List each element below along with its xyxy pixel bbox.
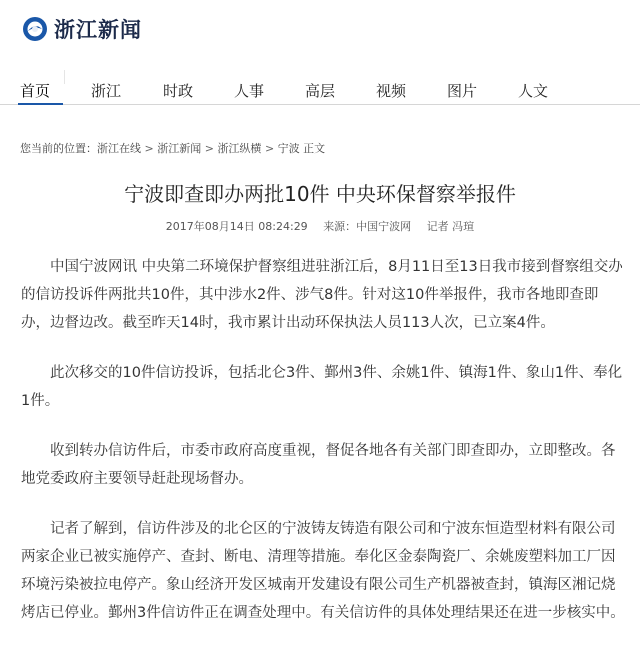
article-date: 2017年08月14日 08:24:29 <box>165 220 308 233</box>
article-paragraph: 中国宁波网讯 中央第二环境保护督察组进驻浙江后，8月11日至13日我市接到督察组交办的信访投诉件两批共10件，其中涉水2件、涉气8件。针对这10件举报件，我市各地即查即办，边督边改。截至昨天14时，我市累计出动环保执法人员113人次，已立案4件。 <box>21 259 623 331</box>
nav-item-video[interactable]: 视频 <box>376 82 407 100</box>
nav-active-indicator <box>18 103 63 105</box>
article-source: 来源：中国宁波网 <box>323 220 412 233</box>
nav-item-personnel[interactable]: 人事 <box>234 82 265 100</box>
nav-divider <box>64 70 65 84</box>
breadcrumb-suffix: 正文 <box>303 142 326 155</box>
logo-text: 浙江新闻 <box>54 18 142 42</box>
nav-item-home[interactable]: 首页 <box>20 82 51 100</box>
breadcrumb-link-ningbo[interactable]: 宁波 <box>277 142 300 155</box>
main-nav <box>0 70 640 105</box>
breadcrumb-link-news[interactable]: 浙江新闻 <box>157 142 202 155</box>
breadcrumb <box>20 140 325 156</box>
article-paragraph: 收到转办信访件后，市委市政府高度重视，督促各地各有关部门即查即办，立即整改。各地党委政府主要领导赶赴现场督办。 <box>21 443 616 487</box>
nav-item-photos[interactable]: 图片 <box>447 82 478 100</box>
article-paragraph: 记者了解到，信访件涉及的北仑区的宁波铸友铸造有限公司和宁波东恒造型材料有限公司两家企业已被实施停产、查封、断电、清理等措施。奉化区金泰陶瓷厂、余姚废塑料加工厂因环境污染被拉电停产。象山经济开发区城南开发建设有限公司生产机器被查封，镇海区湘记烧烤店已停业。鄞州3件信访件正在调查处理中。有关信访件的具体处理结果还在进一步核实中。 <box>21 521 625 621</box>
site-header <box>0 0 640 68</box>
breadcrumb-link-zongheng[interactable]: 浙江纵横 <box>217 142 262 155</box>
breadcrumb-prefix: 您当前的位置： <box>20 142 97 155</box>
article-reporter: 记者 冯瑄 <box>426 220 475 233</box>
logo-icon <box>22 16 48 42</box>
breadcrumb-separator: > <box>264 142 275 155</box>
article-paragraph: 此次移交的10件信访投诉，包括北仑3件、鄞州3件、余姚1件、镇海1件、象山1件、奉化1件。 <box>21 365 623 409</box>
breadcrumb-link-zjol[interactable]: 浙江在线 <box>97 142 141 155</box>
nav-item-culture[interactable]: 人文 <box>518 82 549 100</box>
breadcrumb-separator: > <box>204 142 214 155</box>
nav-item-politics[interactable]: 时政 <box>163 82 194 100</box>
article-title: 宁波即查即办两批10件 中央环保督察举报件 <box>124 182 516 206</box>
article-body <box>21 253 627 649</box>
nav-item-leadership[interactable]: 高层 <box>305 82 336 100</box>
site-logo[interactable] <box>22 14 142 44</box>
article-meta <box>0 218 640 234</box>
nav-item-zhejiang[interactable]: 浙江 <box>91 82 122 100</box>
breadcrumb-separator: > <box>144 142 154 155</box>
